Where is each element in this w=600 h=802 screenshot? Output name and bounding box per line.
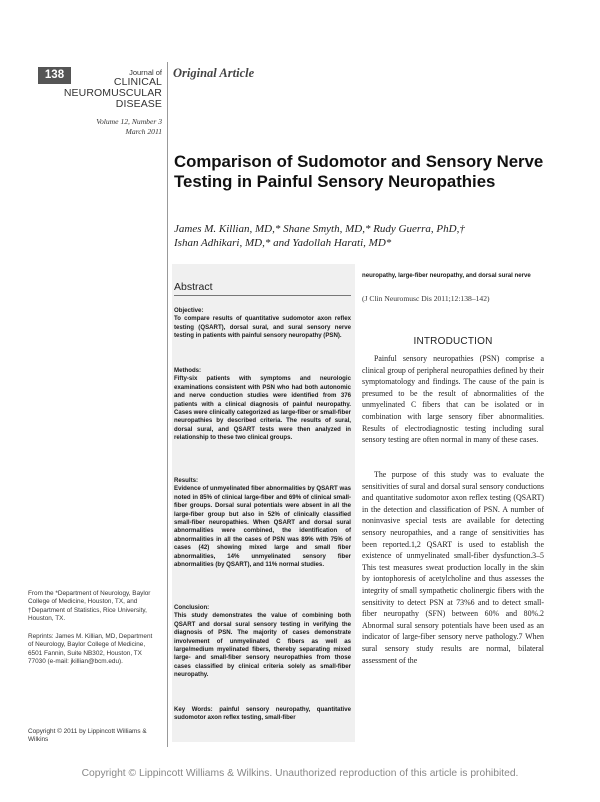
abstract-objective [174,307,351,341]
methods-text: Fifty-six patients with symptoms and neurologic examinations consistent with PSN who had both autonomic and nerve conduction studies were identified from 376 patients with a clinical diagnosis of painful neuropathy. Cases were clinically categorized as large-fiber or small-fiber neuropathies by described criteria. The results of sural, dorsal sural, and QSART tests were then analyzed in relationship to these two clinical groups. [174,375,351,442]
abstract-results [174,477,351,569]
objective-label: Objective: [174,307,204,314]
copyright-footer: Copyright © Lippincott Williams & Wilkins. Unauthorized reproduction of this article is prohibited. [81,768,519,779]
copyright-note: Copyright © 2011 by Lippincott Williams & Wilkins [28,728,147,744]
section-label: Original Article [173,66,255,80]
abstract-keywords: Key Words: painful sensory neuropathy, quantitative sudomotor axon reflex testing, small-fiber [174,706,351,722]
citation: (J Clin Neuromusc Dis 2011;12:138–142) [362,294,490,303]
article-title: Comparison of Sudomotor and Sensory Nerve Testing in Painful Sensory Neuropathies [174,152,544,191]
volume-line: Volume 12, Number 3 [96,117,162,126]
keywords-continued: neuropathy, large-fiber neuropathy, and dorsal sural nerve [362,272,531,279]
abstract-heading: Abstract [174,281,213,293]
conclusion-label: Conclusion: [174,604,210,611]
introduction-paragraph-1: Painful sensory neuropathies (PSN) comprise a clinical group of peripheral neuropathies defined by their symptomatology and findings. The cause of the pain is presumed to be the result of abnormalities of the unmyelinated C fibers that can be isolated or in combination with large sensory fiber abnormalities. Results of electrodiagnostic testing including sural sensory testing are often normal in many of these cases. [362,354,544,445]
author-list [174,222,544,250]
abstract-conclusion [174,604,351,680]
affiliations-note: From the *Department of Neurology, Baylor College of Medicine, Houston, TX, and †Department of Statistics, Rice University, Houston, TX. [28,590,151,622]
authors-line-1: James M. Killian, MD,* Shane Smyth, MD,* Rudy Guerra, PhD,† [174,223,465,235]
journal-name-line-2: NEUROMUSCULAR [63,87,162,99]
issue-info [70,117,162,136]
date-line: March 2011 [125,126,162,136]
vertical-divider [167,62,168,747]
objective-text: To compare results of quantitative sudomotor axon reflex testing (QSART), dorsal sural, and sural sensory nerve testing in patients with painful sensory neuropathy (PSN). [174,315,351,340]
results-label: Results: [174,477,199,484]
abstract-methods [174,367,351,443]
introduction-paragraph-2: The purpose of this study was to evaluate the sensitivities of sural and dorsal sural sensory conductions and quantitative sudomotor axon reflex testing (QSART) in the detection and classification of PSN. A number of noninvasive special tests are available for detecting sensory neuropathies, and a range of sensitivities has been reported.1,2 QSART is used to establish the existence of unmyelinated small-fiber dysfunction.3–5 This test measures sweat production locally in the skin by iontophoresis of acetylcholine and thus assesses the integrity of small sympathetic cholinergic fibers with the sensitivity to detect PSN at 73%6 and to detect small-fiber neuropathy (SFN) between 60% and 80%.2 Abnormal sural sensory potentials have been used as an indicator of large-fiber sensory nerve pathology.7 When sural sensory study results are normal, bilateral assessment of the [362,470,544,665]
journal-name-line-3: DISEASE [115,98,162,110]
methods-label: Methods: [174,367,202,374]
results-text: Evidence of unmyelinated fiber abnormalities by QSART was noted in 85% of clinical large-fiber and 69% of clinical small-fiber groups. Dorsal sural potentials were absent in all the large-fiber group but also in 52% of clinically classified small-fiber neuropathies. When QSART and dorsal sural abnormalities were combined, the identification of abnormalities in all the cases of PSN was 89% with 75% of cases (42) showing mixed large and small fiber abnormalities, 14% unmyelinated sensory fiber abnormalities (by QSART), and 11% normal studies. [174,485,351,569]
journal-name [58,68,162,110]
conclusion-text: This study demonstrates the value of combining both QSART and dorsal sural sensory testing in verifying the diagnosis of PSN. The majority of cases demonstrate involvement of unmyelinated C fibers as well as large/medium myelinated fibers, thereby separating mixed large- and small-fiber sensory neuropathies from those cases classified by clinical criteria solely as small-fiber neuropathy. [174,612,351,679]
journal-of-label: Journal of [129,68,162,77]
authors-line-2: Ishan Adhikari, MD,* and Yadollah Harati, MD* [174,237,392,249]
page-number: 138 [38,67,71,84]
journal-name-line-1: CLINICAL [113,76,162,88]
abstract-divider [174,295,351,296]
introduction-heading: INTRODUCTION [413,336,493,347]
reprints-note: Reprints: James M. Killian, MD, Department of Neurology, Baylor College of Medicine, 6501 Fannin, Suite NB302, Houston, TX 77030 (e-mail: jkillian@bcm.edu). [28,633,153,665]
